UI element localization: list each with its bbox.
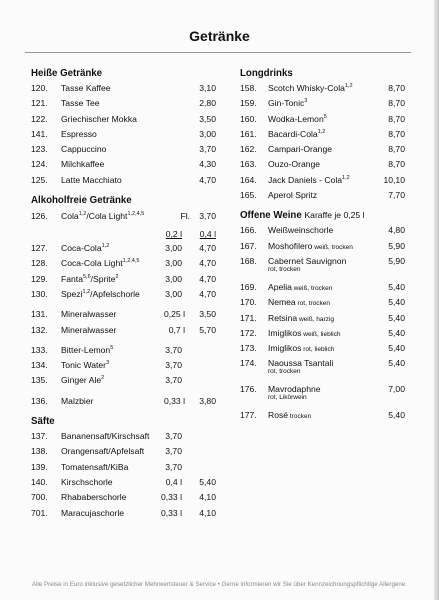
item-number: 123. [31, 144, 48, 155]
item-note: weiß, trocken [291, 284, 333, 292]
page-title: Getränke [189, 28, 250, 44]
item-number: 158. [240, 83, 257, 93]
item-price: 5,40 [199, 476, 216, 487]
item-number: 163. [240, 159, 257, 170]
menu-item [240, 280, 405, 295]
item-number: 160. [240, 113, 257, 124]
item-price: 3,70 [165, 461, 182, 472]
item-number: 167. [240, 240, 257, 251]
item-price: 8,70 [388, 113, 405, 124]
menu-item [31, 256, 216, 271]
menu-item [240, 157, 405, 172]
item-name: Orangensaft/Apfelsaft [61, 446, 145, 457]
item-price: 8,70 [388, 159, 405, 170]
menu-item [31, 81, 216, 96]
item-name: Spezi$^{1,2}$/Apfelschorle [61, 288, 140, 299]
soft-drinks-list [31, 241, 216, 302]
item-name: Naoussa Tsantali [268, 358, 334, 369]
item-name: Rhababerschorle [61, 492, 127, 503]
item-price: 5,70 [199, 324, 216, 335]
item-name: Apelia weiß, trocken [268, 281, 333, 292]
item-price: 3,00 [199, 128, 216, 139]
menu-item [31, 241, 216, 256]
item-price: 3,70 [165, 360, 182, 371]
menu-item [240, 254, 405, 280]
item-name: Griechischer Mokka [61, 113, 137, 124]
item-price: 5,40 [388, 312, 405, 323]
menu-item [240, 295, 405, 310]
item-name: Moshofilero weiß, trocken [268, 240, 353, 251]
item-note: weiß, trocken [312, 243, 353, 251]
item-price: 3,80 [199, 395, 216, 406]
item-name: Mavrodaphne [268, 384, 321, 395]
item-price: 5,40 [388, 343, 405, 354]
item-name: Bacardi-Cola$^{1,2}$ [268, 128, 326, 139]
item-price: 2,80 [199, 98, 216, 109]
section-heading-soft-drinks: Alkoholfreie Getränke [31, 195, 132, 207]
size-header-row [31, 228, 216, 241]
menu-item [31, 157, 216, 172]
hot-drinks-list [31, 81, 216, 188]
menu-item [31, 460, 216, 475]
menu-item [240, 188, 405, 203]
item-price: 5,90 [388, 255, 405, 266]
item-price-large: 4,70 [199, 243, 216, 254]
wines-list [240, 223, 405, 423]
item-number: 130. [31, 288, 48, 299]
item-name: Ouzo-Orange [268, 159, 321, 170]
item-number: 121. [31, 98, 48, 109]
item-name: Coca-Cola$^{1,2}$ [61, 243, 110, 254]
item-number: 126. [31, 211, 48, 222]
item-number: 170. [240, 297, 257, 308]
mixers-list [31, 343, 216, 389]
item-name: Mineralwasser [61, 309, 117, 320]
item-number: 176. [240, 384, 257, 395]
item-price: 7,00 [388, 384, 405, 395]
item-number: 171. [240, 312, 257, 323]
menu-item [240, 223, 405, 238]
item-number: 172. [240, 327, 257, 338]
item-price-large: 4,70 [199, 273, 216, 284]
page-edge-shadow [434, 0, 439, 600]
item-note: rot, lieblich [301, 346, 335, 354]
item-name: Gin-Tonic$^3$ [268, 98, 308, 109]
item-number: 124. [31, 159, 48, 170]
item-name: Tomatensaft/KiBa [61, 461, 129, 472]
item-price: 8,70 [388, 144, 405, 155]
item-number: 125. [31, 174, 48, 185]
item-price-small: 3,00 [165, 258, 182, 269]
item-price: 3,50 [199, 309, 216, 320]
item-name: Aperol Spritz [268, 190, 318, 201]
item-price: 5,40 [388, 297, 405, 308]
item-name: Imiglikos weiß, lieblich [268, 327, 341, 338]
menu-item [31, 112, 216, 127]
item-name: Rosé trocken [268, 410, 312, 421]
right-column [240, 66, 405, 424]
item-price-small: 3,00 [165, 243, 182, 254]
item-price-large: 4,70 [199, 258, 216, 269]
item-price: 4,80 [388, 225, 405, 236]
menu-item [240, 311, 405, 326]
menu-item [240, 239, 405, 254]
item-note: weiß, harzig [297, 315, 334, 323]
item-number: 164. [240, 174, 257, 185]
item-number: 129. [31, 273, 48, 284]
title-divider [25, 52, 411, 53]
menu-item [240, 326, 405, 341]
size-header-small: 0,2 l [165, 229, 182, 240]
item-price: 8,70 [388, 83, 405, 93]
item-name: Imiglikos rot, lieblich [268, 343, 335, 354]
item-price: 3,70 [199, 144, 216, 155]
item-name: Tasse Tee [61, 98, 100, 109]
menu-item [240, 81, 405, 96]
item-price: 3,70 [165, 375, 182, 386]
item-number: 159. [240, 98, 257, 109]
menu-item [31, 272, 216, 287]
item-note: rot, trocken [268, 265, 301, 273]
item-price: 3,10 [199, 83, 216, 93]
item-number: 166. [240, 225, 257, 236]
item-number: 177. [240, 410, 257, 421]
item-price: 5,40 [388, 410, 405, 421]
item-price: 10,10 [383, 174, 405, 185]
section-heading-longdrinks: Longdrinks [240, 68, 293, 79]
item-note: rot, Likörwein [268, 394, 307, 402]
menu-item [240, 142, 405, 157]
menu-item [240, 382, 405, 408]
menu-item [31, 490, 216, 505]
item-price: 8,70 [388, 98, 405, 109]
menu-item [31, 373, 216, 388]
item-name: Milchkaffee [61, 159, 105, 170]
menu-item [240, 127, 405, 142]
item-price: 4,30 [199, 159, 216, 170]
item-name: Tonic Water$^3$ [61, 360, 110, 371]
item-price: 5,40 [388, 327, 405, 338]
menu-item [31, 307, 216, 322]
item-number: 162. [240, 144, 257, 155]
item-price: 8,70 [388, 128, 405, 139]
menu-item [240, 341, 405, 356]
menu-item [31, 429, 216, 444]
item-name: Nemea rot, trocken [268, 297, 331, 308]
item-name: Jack Daniels - Cola$^{1,2}$ [268, 174, 350, 185]
item-price: 4,10 [199, 492, 216, 503]
item-price-small: 3,00 [165, 288, 182, 299]
item-name: Coca-Cola Light$^{1,2,4,5}$ [61, 258, 140, 269]
item-price: 3,70 [165, 446, 182, 457]
menu-item [240, 112, 405, 127]
menu-item [31, 96, 216, 111]
item-number: 135. [31, 375, 48, 386]
juices-list [31, 429, 216, 521]
section-heading-wines: Offene Weine Karaffe je 0,25 l [240, 210, 365, 222]
menu-item [31, 358, 216, 373]
wine-carafe-note: Karaffe je 0,25 l [304, 210, 365, 221]
longdrinks-list [240, 81, 405, 203]
item-name: Scotch Whisky-Cola$^{1,2}$ [268, 83, 353, 93]
item-number: 128. [31, 258, 48, 269]
item-number: 141. [31, 128, 48, 139]
item-number: 701. [31, 507, 48, 518]
menu-item [31, 394, 216, 409]
menu-item [31, 208, 216, 225]
item-name: Malzbier [61, 395, 94, 406]
menu-item [31, 475, 216, 490]
item-name: Mineralwasser [61, 324, 117, 335]
item-number: 165. [240, 190, 257, 201]
water-list [31, 307, 216, 338]
item-number: 120. [31, 83, 48, 93]
item-number: 132. [31, 324, 48, 335]
menu-item [31, 287, 216, 302]
left-column [31, 66, 216, 521]
item-note: rot, trocken [268, 368, 301, 376]
menu-item [240, 408, 405, 423]
item-number: 137. [31, 431, 48, 442]
item-price: 3,70 [199, 211, 216, 222]
item-number: 138. [31, 446, 48, 457]
menu-item [240, 356, 405, 382]
item-name: Cola$^{1,2}$/Cola Light$^{1,2,4,5}$ [61, 211, 145, 222]
item-name: Bananensaft/Kirschsaft [61, 431, 150, 442]
item-name: Maracujaschorle [61, 507, 125, 518]
item-size: 0,33 l [163, 395, 185, 406]
item-price: 5,90 [388, 240, 405, 251]
menu-item [31, 323, 216, 338]
item-name: Latte Macchiato [61, 174, 122, 185]
item-size: 0,25 l [163, 309, 185, 320]
menu-item [31, 343, 216, 358]
item-price: 5,40 [388, 281, 405, 292]
item-note: trocken [288, 413, 312, 421]
item-number: 134. [31, 360, 48, 371]
menu-item [240, 96, 405, 111]
menu-item [31, 142, 216, 157]
item-price: 4,70 [199, 174, 216, 185]
item-name: Campari-Orange [268, 144, 332, 155]
section-heading-hot-drinks: Heiße Getränke [31, 68, 103, 79]
size-header-large: 0,4 l [199, 229, 216, 240]
item-note: rot, trocken [295, 300, 331, 308]
item-number: 161. [240, 128, 257, 139]
menu-item [240, 173, 405, 188]
item-size: 0,33 l [160, 492, 182, 503]
item-number: 174. [240, 358, 257, 369]
item-name: Bitter-Lemon$^5$ [61, 344, 114, 355]
item-name: Cabernet Sauvignon [268, 255, 347, 266]
item-number: 139. [31, 461, 48, 472]
item-size: 0,33 l [160, 507, 182, 518]
menu-item [31, 127, 216, 142]
item-number: 122. [31, 113, 48, 124]
item-name: Retsina weiß, harzig [268, 312, 334, 323]
item-number: 168. [240, 255, 257, 266]
item-name: Espresso [61, 128, 97, 139]
footer-note: Alle Preise in Euro inklusive gesetzlicher Mehrwertsteuer & Service • Gerne informieren wir Sie über Kennzeichnungspflichtige Allergene. [32, 581, 407, 588]
menu-item [31, 444, 216, 459]
item-price-small: 3,00 [165, 273, 182, 284]
item-note: weiß, lieblich [301, 330, 341, 338]
item-name: Wodka-Lemon$^5$ [268, 113, 327, 124]
item-number: 700. [31, 492, 48, 503]
item-price-large: 4,70 [199, 288, 216, 299]
item-number: 140. [31, 476, 48, 487]
item-price: 5,40 [388, 358, 405, 369]
item-size: 0,4 l [165, 476, 182, 487]
item-price: 3,70 [165, 344, 182, 355]
item-size: 0,7 l [168, 324, 185, 335]
item-number: 127. [31, 243, 48, 254]
item-name: Fanta$^{5,6}$/Sprite$^2$ [61, 273, 119, 284]
item-name: Tasse Kaffee [61, 83, 111, 93]
item-price: 4,10 [199, 507, 216, 518]
item-price: 7,70 [388, 190, 405, 201]
item-number: 133. [31, 344, 48, 355]
item-price: 3,50 [199, 113, 216, 124]
item-price: 3,70 [165, 431, 182, 442]
item-name: Weißweinschorle [268, 225, 334, 236]
item-number: 173. [240, 343, 257, 354]
item-size: Fl. [180, 211, 190, 222]
menu-item [31, 173, 216, 188]
item-name: Cappuccino [61, 144, 107, 155]
section-heading-juices: Säfte [31, 416, 55, 428]
item-name: Kirschschorle [61, 476, 113, 487]
menu-item [31, 506, 216, 521]
item-number: 169. [240, 281, 257, 292]
item-name: Ginger Ale$^2$ [61, 375, 105, 386]
item-number: 131. [31, 309, 48, 320]
item-number: 136. [31, 395, 48, 406]
